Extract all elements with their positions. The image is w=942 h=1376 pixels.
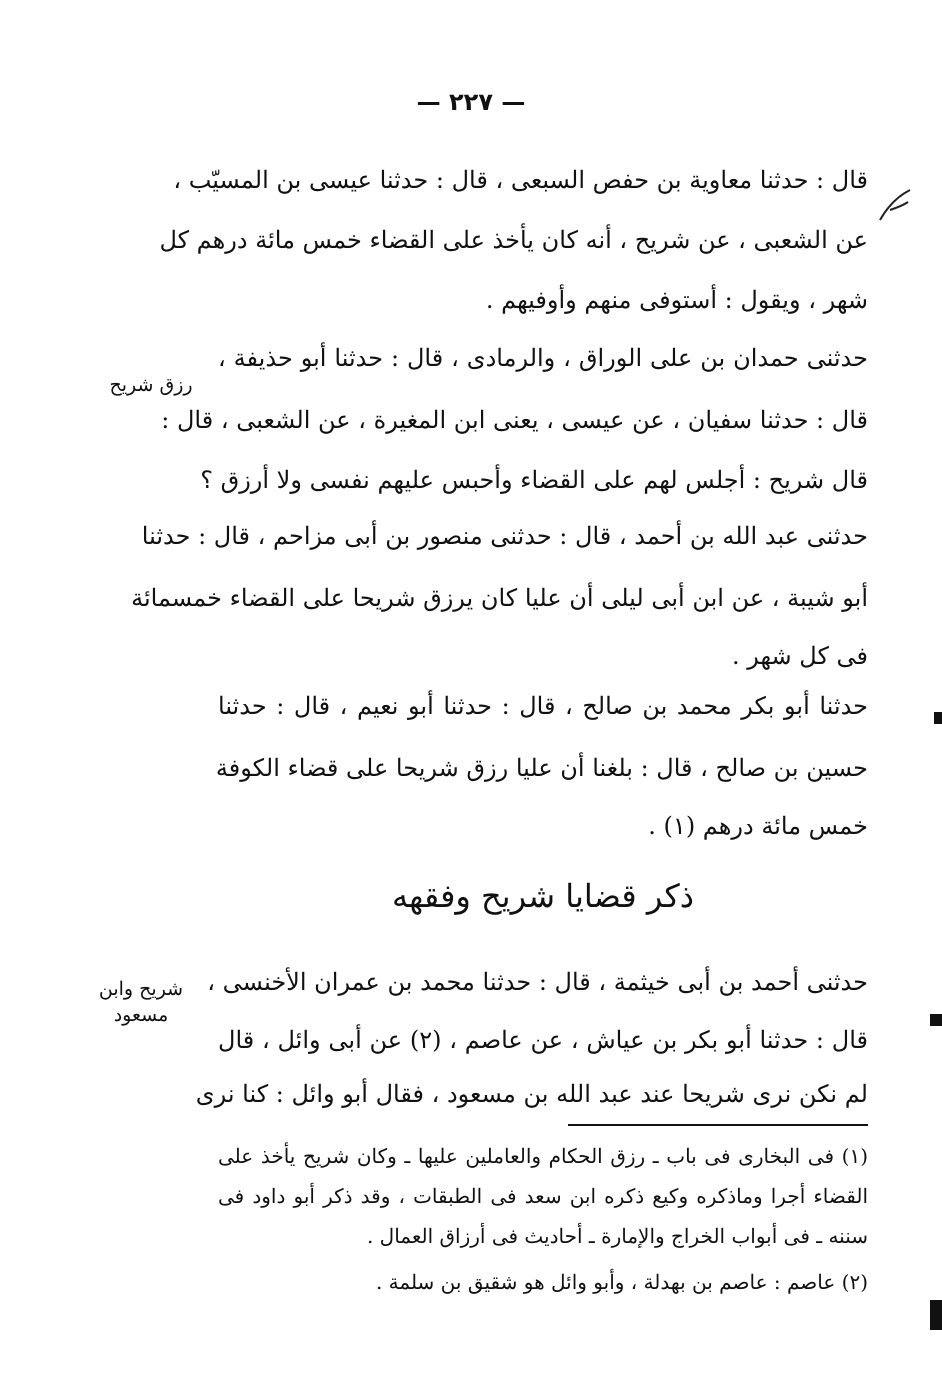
footnote-line: القضاء أجرا وماذكره وكيع ذكره ابن سعد فى الطبقات ، وقد ذكر أبو داود فى [218, 1184, 868, 1208]
footnote-separator [568, 1124, 868, 1126]
scan-edge-mark [930, 1300, 942, 1330]
scan-edge-mark [934, 712, 942, 724]
text-line: لم نكن نرى شريحا عند عبد الله بن مسعود ، فقال أبو وائل : كنا نرى [195, 1080, 868, 1108]
page-number: — ٢٢٧ — [416, 88, 526, 116]
footnotes [218, 1138, 868, 1308]
margin-note-rizq: رزق شريح [109, 374, 193, 396]
margin-note-shurayh-ibn-masud [86, 976, 196, 1028]
text-line: فى كل شهر . [731, 642, 868, 670]
text-line: حدثنى أحمد بن أبى خيثمة ، قال : حدثنا محمد بن عمران الأخنسى ، [207, 968, 868, 996]
text-line: حسين بن صالح ، قال : بلغنا أن عليا رزق شريحا على قضاء الكوفة [215, 754, 868, 782]
margin-note-line: شريح وابن [98, 978, 184, 1000]
footnote-line: سننه ـ فى أبواب الخراج والإمارة ـ أحاديث فى أرزاق العمال . [366, 1224, 868, 1248]
footnote-line: (٢) عاصم : عاصم بن بهدلة ، وأبو وائل هو شقيق بن سلمة . [375, 1270, 868, 1294]
footnote-line: (١) فى البخارى فى باب ـ رزق الحكام والعاملين عليها ـ وكان شريح يأخذ على [218, 1144, 868, 1168]
section-paragraph [195, 962, 869, 1108]
text-line: قال : حدثنا أبو بكر بن عياش ، عن عاصم ، (٢) عن أبى وائل ، قال [218, 1026, 869, 1054]
text-line: حدثنا أبو بكر محمد بن صالح ، قال : حدثنا أبو نعيم ، قال : حدثنا [218, 692, 869, 720]
paragraph-1 [159, 160, 868, 314]
text-line: أبو شيبة ، عن ابن أبى ليلى أن عليا كان يرزق شريحا على القضاء خمسمائة [131, 584, 868, 612]
text-line: حدثنى عبد الله بن أحمد ، قال : حدثنى منصور بن أبى مزاحم ، قال : حدثنا [141, 522, 868, 550]
paragraph-4 [215, 686, 869, 846]
paragraph-3 [131, 516, 868, 676]
margin-note-line: مسعود [113, 1004, 169, 1026]
paragraph-2 [161, 338, 868, 498]
text-line: حدثنى حمدان بن على الوراق ، والرمادى ، قال : حدثنا أبو حذيفة ، [218, 344, 868, 372]
text-line: خمس مائة درهم (١) . [648, 812, 868, 840]
section-heading: ذكر قضايا شريح وفقهه [392, 877, 694, 915]
text-line: قال : حدثنا معاوية بن حفص السبعى ، قال : حدثنا عيسى بن المسيّب ، [173, 166, 868, 194]
text-line: عن الشعبى ، عن شريح ، أنه كان يأخذ على القضاء خمس مائة درهم كل [159, 226, 868, 254]
text-line: قال : حدثنا سفيان ، عن عيسى ، يعنى ابن المغيرة ، عن الشعبى ، قال : [161, 406, 868, 434]
scan-edge-mark [930, 1014, 942, 1026]
text-line: قال شريح : أجلس لهم على القضاء وأحبس عليهم نفسى ولا أرزق ؟ [200, 466, 868, 494]
text-line: شهر ، ويقول : أستوفى منهم وأوفيهم . [485, 286, 868, 314]
margin-scribble-mark [876, 186, 916, 226]
